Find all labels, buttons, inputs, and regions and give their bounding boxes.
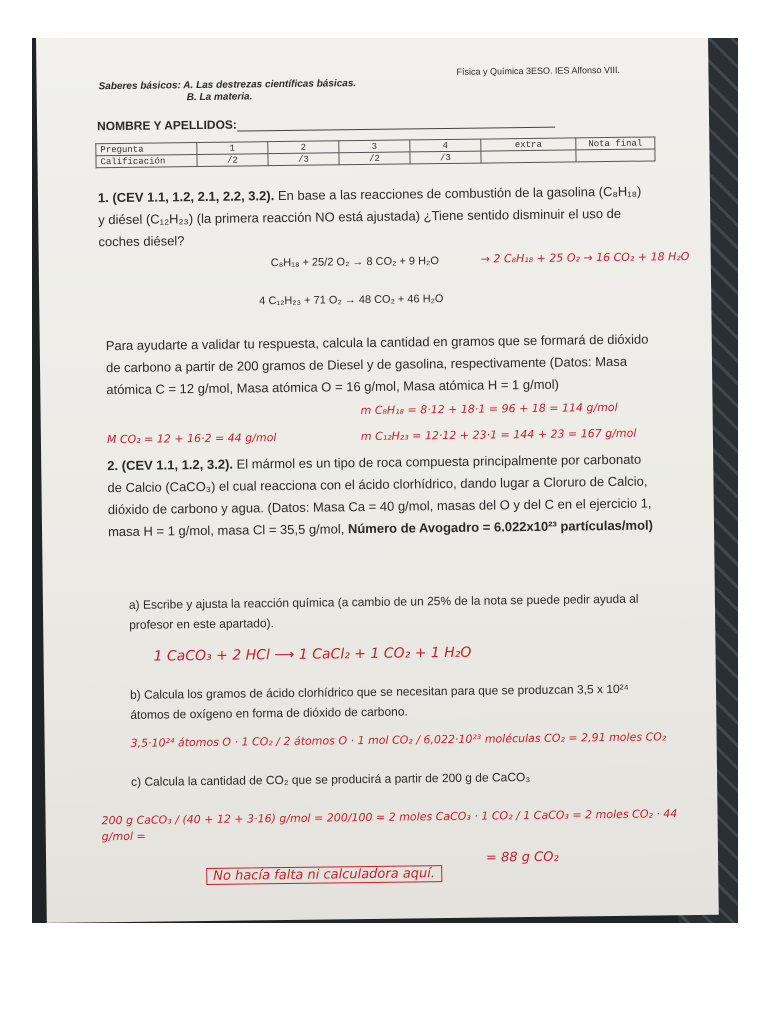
photo-frame [32,38,738,923]
equation-gasoline: C₈H₁₈ + 25/2 O₂ → 8 CO₂ + 9 H₂O [270,255,439,270]
question-2a: a) Escribe y ajusta la reacción química (a cambio de un 25% de la nota se puede pedir ayuda al profesor en este apartado). [128,591,639,632]
grade-cell: 2 [268,141,339,154]
saberes-a: A. Las destrezas científicas básicas. [183,78,357,92]
grade-cell: /3 [268,153,339,166]
saberes-header [99,78,357,105]
grade-cell: /2 [339,152,410,165]
grade-table [95,136,655,168]
handwritten-reaction: 1 CaCO₃ + 2 HCl ⟶ 1 CaCl₂ + 1 CO₂ + 1 H₂O [153,644,472,665]
grade-cell: 3 [339,140,410,153]
question-1 [98,181,644,254]
saberes-label: Saberes básicos: [98,80,181,93]
grade-cell: 1 [197,142,268,155]
grade-cell: Calificación [96,155,197,168]
equation-diesel: 4 C₁₂H₂₃ + 71 O₂ → 48 CO₂ + 46 H₂O [259,293,444,308]
handwritten-molar-mass-diesel: m C₁₂H₂₃ = 12·12 + 23·1 = 144 + 23 = 167 g/mol [360,426,637,444]
grade-cell: /2 [197,154,268,167]
course-label: Física y Química 3ESO. IES Alfonso VIII. [456,64,621,77]
name-field-line [237,127,555,132]
question-2c: c) Calcula la cantidad de CO₂ que se producirá a partir de 200 g de CaCO₃ [131,770,531,789]
grade-cell: extra [481,138,576,151]
handwritten-note-box: No hacía falta ni calculadora aquí. [206,865,442,885]
question-1-title: 1. (CEV 1.1, 1.2, 2.1, 2.2, 3.2). [97,188,275,206]
grade-cell: 4 [410,139,481,152]
saberes-b: B. La materia. [186,91,253,104]
grade-cell [481,150,576,163]
handwritten-balanced-equation: → 2 C₈H₁₈ + 25 O₂ → 16 CO₂ + 18 H₂O [480,250,690,266]
avogadro-constant: Número de Avogadro = 6.022x10²³ partículas/mol) [347,517,653,537]
question-2-title: 2. (CEV 1.1, 1.2, 3.2). [107,456,234,474]
grade-cell: Pregunta [96,143,197,156]
grade-cell: /3 [410,151,481,164]
handwritten-molar-mass-gasoline: m C₈H₁₈ = 8·12 + 18·1 = 96 + 18 = 114 g/mol [360,400,618,418]
handwritten-answer-2c: 200 g CaCO₃ / (40 + 12 + 3·16) g/mol = 200/100 = 2 moles CaCO₃ · 1 CO₂ / 1 CaCO₃ = 2 moles CO₂ · 44 g/mol = [101,807,678,844]
handwritten-answer-2b: 3,5·10²⁴ átomos O · 1 CO₂ / 2 átomos O · 1 mol CO₂ / 6,022·10²³ moléculas CO₂ = 2,91 moles CO₂ [130,730,667,750]
name-label: NOMBRE Y APELLIDOS: [96,117,237,134]
exam-sheet [36,38,719,923]
question-2b: b) Calcula los gramos de ácido clorhídrico que se necesitan para que se produzcan 3,5 x 10²⁴ átomos de oxígeno en forma de dióxido de carbono. [129,681,629,722]
grade-cell: Nota final [576,137,655,150]
grade-cell [576,149,655,162]
question-2 [107,448,656,543]
handwritten-molar-mass-co2: M CO₂ = 12 + 16·2 = 44 g/mol [106,431,277,447]
question-1-text: En base a las reacciones de combustión de la gasolina (C₈H₁₈) y diésel (C₁₂H₂₃) (la primera reacción NO está ajustada) ¿Tiene sentido disminuir el uso de coches diésel? [98,183,642,250]
handwritten-result-2c: = 88 g CO₂ [485,849,559,866]
question-1-help: Para ayudarte a validar tu respuesta, calcula la cantidad en gramos que se formará de dióxido de carbono a partir de 200 gramos de Diesel y de gasolina, respectivamente (Datos: Masa atómica C = 12 g/mol, Masa atómica O = 16 g/mol, Masa atómica H = 1 g/mol) [105,331,649,398]
question-2-text: El mármol es un tipo de roca compuesta principalmente por carbonato de Calcio (CaCO₃) el cual reacciona con el ácido clorhídrico, dando lugar a Cloruro de Calcio, dióxido de carbono y agua. (Datos: Masa Ca = 40 g/mol, masas del O y del C en el ejercicio 1, masa H = 1 g/mol, masa Cl = 35,5 g/mol, [107,451,652,540]
